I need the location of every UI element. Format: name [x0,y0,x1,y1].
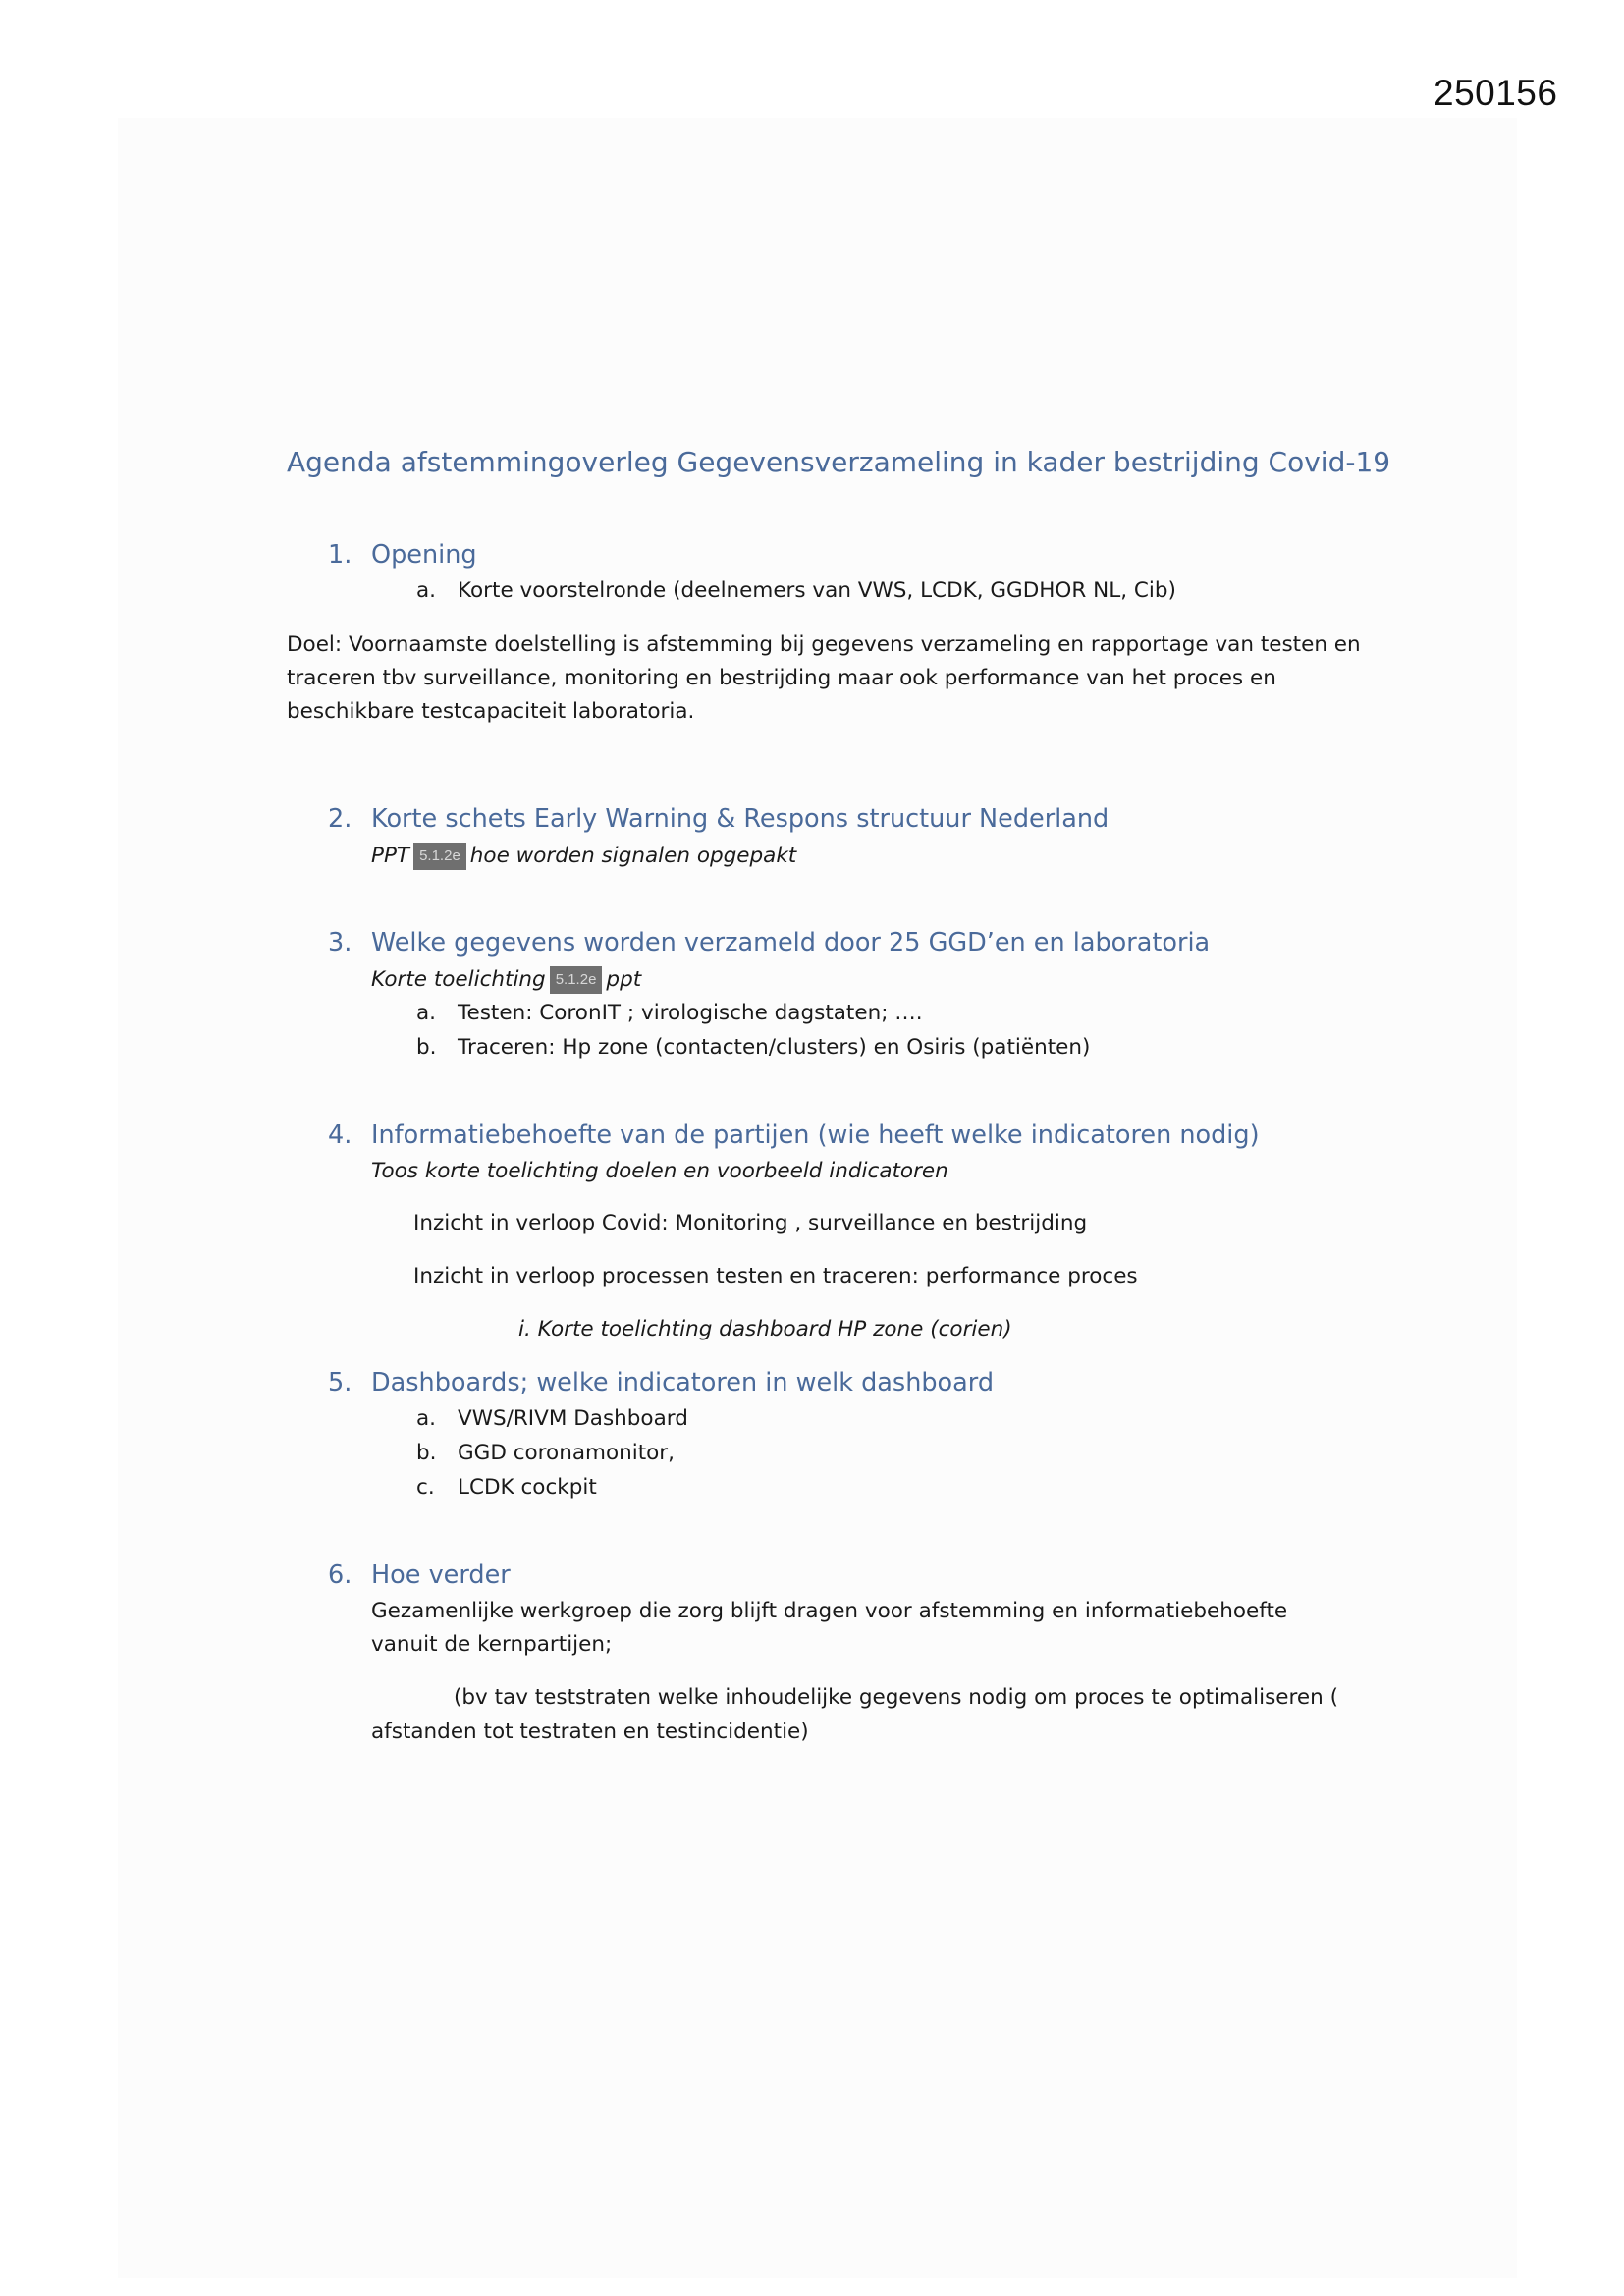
note-suffix: ppt [606,967,642,992]
agenda-item-4-note: Toos korte toelichting doelen en voorbeeld indicatoren [371,1159,948,1183]
agenda-item-3-note [371,966,641,994]
agenda-item-2-note [371,843,796,870]
item-title: Hoe verder [371,1560,511,1590]
sub-text: LCDK cockpit [458,1475,597,1500]
item-title: Opening [371,540,477,570]
item-title: Korte schets Early Warning & Respons structuur Nederland [371,804,1110,834]
doel-line-3: beschikbare testcapaciteit laboratoria. [287,699,695,724]
item-number: 4. [328,1121,352,1150]
sub-text: Traceren: Hp zone (contacten/clusters) en Osiris (patiënten) [458,1035,1091,1060]
agenda-item-6-line-4: afstanden tot testraten en testincidentie) [371,1720,809,1744]
agenda-item-4-line-1: Inzicht in verloop Covid: Monitoring , surveillance en bestrijding [413,1211,1088,1235]
sub-text: GGD coronamonitor, [458,1441,675,1465]
agenda-item-6-line-2: vanuit de kernpartijen; [371,1632,613,1657]
agenda-item-6-line-3: (bv tav teststraten welke inhoudelijke gegevens nodig om proces te optimaliseren ( [454,1685,1338,1710]
note-suffix: hoe worden signalen opgepakt [469,844,797,868]
sub-text: VWS/RIVM Dashboard [458,1406,688,1431]
item-title: Informatiebehoefte van de partijen (wie heeft welke indicatoren nodig) [371,1121,1260,1150]
item-title: Dashboards; welke indicatoren in welk dashboard [371,1368,995,1397]
item-number: 1. [328,540,352,570]
sub-letter: c. [416,1475,435,1500]
sub-letter: b. [416,1035,437,1060]
document-number: 250156 [1434,73,1558,113]
redaction-box: 5.1.2e [413,843,466,870]
note-prefix: PPT [371,844,410,868]
agenda-item-6-line-1: Gezamenlijke werkgroep die zorg blijft dragen voor afstemming en informatiebehoefte [371,1599,1288,1623]
sub-letter: a. [416,1001,437,1025]
sub-letter: a. [416,1406,437,1431]
doel-line-2: traceren tbv surveillance, monitoring en bestrijding maar ook performance van het proces en [287,666,1276,690]
item-number: 6. [328,1560,352,1590]
sub-letter: b. [416,1441,437,1465]
note-prefix: Korte toelichting [371,967,546,992]
item-number: 3. [328,928,352,957]
redaction-box: 5.1.2e [550,966,603,994]
item-number: 2. [328,804,352,834]
sub-text: Korte voorstelronde (deelnemers van VWS, LCDK, GGDHOR NL, Cib) [458,578,1176,603]
sub-text: Testen: CoronIT ; virologische dagstaten; …. [458,1001,923,1025]
sub-letter: a. [416,578,437,603]
agenda-item-4-sub-i: i. Korte toelichting dashboard HP zone (corien) [518,1317,1012,1341]
agenda-item-4-line-2: Inzicht in verloop processen testen en traceren: performance proces [413,1264,1138,1288]
page-title: Agenda afstemmingoverleg Gegevensverzameling in kader bestrijding Covid-19 [287,446,1391,478]
doel-line-1: Doel: Voornaamste doelstelling is afstemming bij gegevens verzameling en rapportage van testen en [287,632,1361,657]
item-number: 5. [328,1368,352,1397]
item-title: Welke gegevens worden verzameld door 25 GGD’en en laboratoria [371,928,1211,957]
